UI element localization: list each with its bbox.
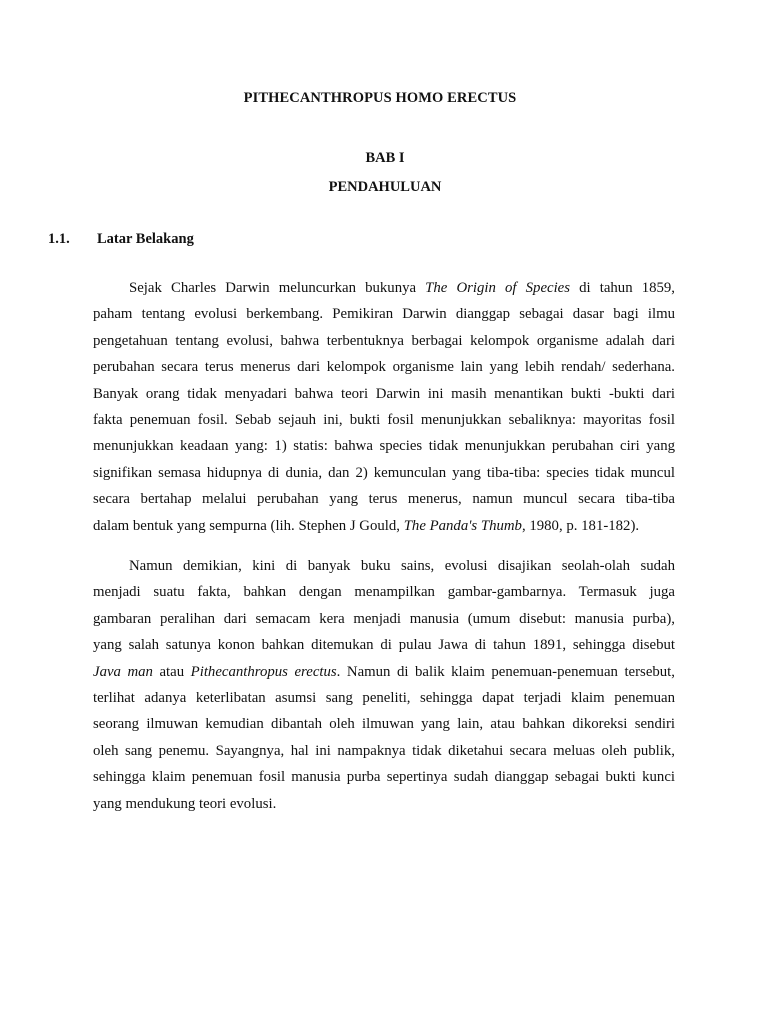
paragraph-line: yang mendukung teori evolusi. — [93, 795, 277, 812]
paragraph-line — [93, 659, 675, 685]
paragraph-line: menjadi suatu fakta, bahkan dengan menampilkan gambar-gambarnya. Termasuk juga — [93, 584, 675, 601]
book-title-italic: The Panda's Thumb — [403, 517, 522, 534]
text-run: , 1980, p. 181-182). — [521, 517, 640, 534]
paragraph-line: yang salah satunya konon bahkan ditemukan di pulau Jawa di tahun 1891, sehingga disebut — [93, 637, 675, 654]
paragraph-line: menunjukkan keadaan yang: 1) statis: bahwa species tidak menunjukkan perubahan ciri yang — [93, 438, 675, 455]
paragraph-line — [93, 275, 675, 301]
section-number: 1.1. — [48, 231, 70, 247]
term-italic: Pithecanthropus erectus — [190, 663, 337, 680]
paragraph-line: oleh sang penemu. Sayangnya, hal ini nampaknya tidak diketahui secara meluas oleh publik, — [93, 742, 675, 759]
paragraph-line: perubahan secara terus menerus dari kelompok organisme lain yang lebih rendah/ sederhana. — [93, 359, 675, 376]
text-run: dalam bentuk yang sempurna (lih. Stephen J Gould, — [93, 517, 404, 534]
paragraph-line: fakta penemuan fosil. Sebab sejauh ini, bukti fosil menunjukkan sebaliknya: mayoritas fosil — [93, 412, 675, 429]
book-title-italic: The Origin of Species — [425, 280, 571, 296]
paragraph-line: paham tentang evolusi berkembang. Pemikiran Darwin dianggap sebagai dasar bagi ilmu — [93, 306, 675, 323]
paragraph-line: signifikan semasa hidupnya di dunia, dan 2) kemunculan yang tiba-tiba: species tidak muncul — [93, 464, 675, 481]
paragraph-line: pengetahuan tentang evolusi, bahwa terbentuknya berbagai kelompok organisme adalah dari — [93, 332, 675, 349]
paragraph-line: sehingga klaim penemuan fosil manusia purba sepertinya sudah dianggap sebagai bukti kunci — [93, 769, 675, 786]
text-run: atau — [152, 663, 191, 680]
paragraph-line: terlihat adanya keterlibatan asumsi sang peneliti, sehingga dapat terjadi klaim penemuan — [93, 690, 675, 707]
paragraph-2 — [93, 553, 675, 817]
paragraph-1 — [93, 275, 675, 539]
paragraph-line: seorang ilmuwan kemudian dibantah oleh ilmuwan yang lain, atau bahkan dikoreksi sendiri — [93, 716, 675, 733]
chapter-number: BAB I — [365, 150, 405, 166]
paragraph-line: Banyak orang tidak menyadari bahwa teori Darwin ini masih menantikan bukti -bukti dari — [93, 385, 675, 402]
text-run: di tahun 1859, — [570, 280, 675, 296]
text-run: . Namun di balik klaim penemuan-penemuan tersebut, — [336, 663, 675, 680]
text-run: Sejak Charles Darwin meluncurkan bukunya — [129, 280, 426, 296]
paragraph-line: gambaran peralihan dari semacam kera menjadi manusia (umum disebut: manusia purba), — [93, 610, 675, 627]
section-heading — [48, 231, 194, 248]
section-title: Latar Belakang — [97, 231, 194, 247]
term-italic: Java man — [93, 663, 153, 680]
chapter-title: PENDAHULUAN — [328, 179, 442, 195]
paragraph-line: secara bertahap melalui perubahan yang terus menerus, namun muncul secara tiba-tiba — [93, 491, 675, 508]
paragraph-line: Namun demikian, kini di banyak buku sains, evolusi disajikan seolah-olah sudah — [129, 558, 675, 574]
document-title: PITHECANTHROPUS HOMO ERECTUS — [243, 90, 517, 106]
paragraph-line — [93, 513, 675, 539]
